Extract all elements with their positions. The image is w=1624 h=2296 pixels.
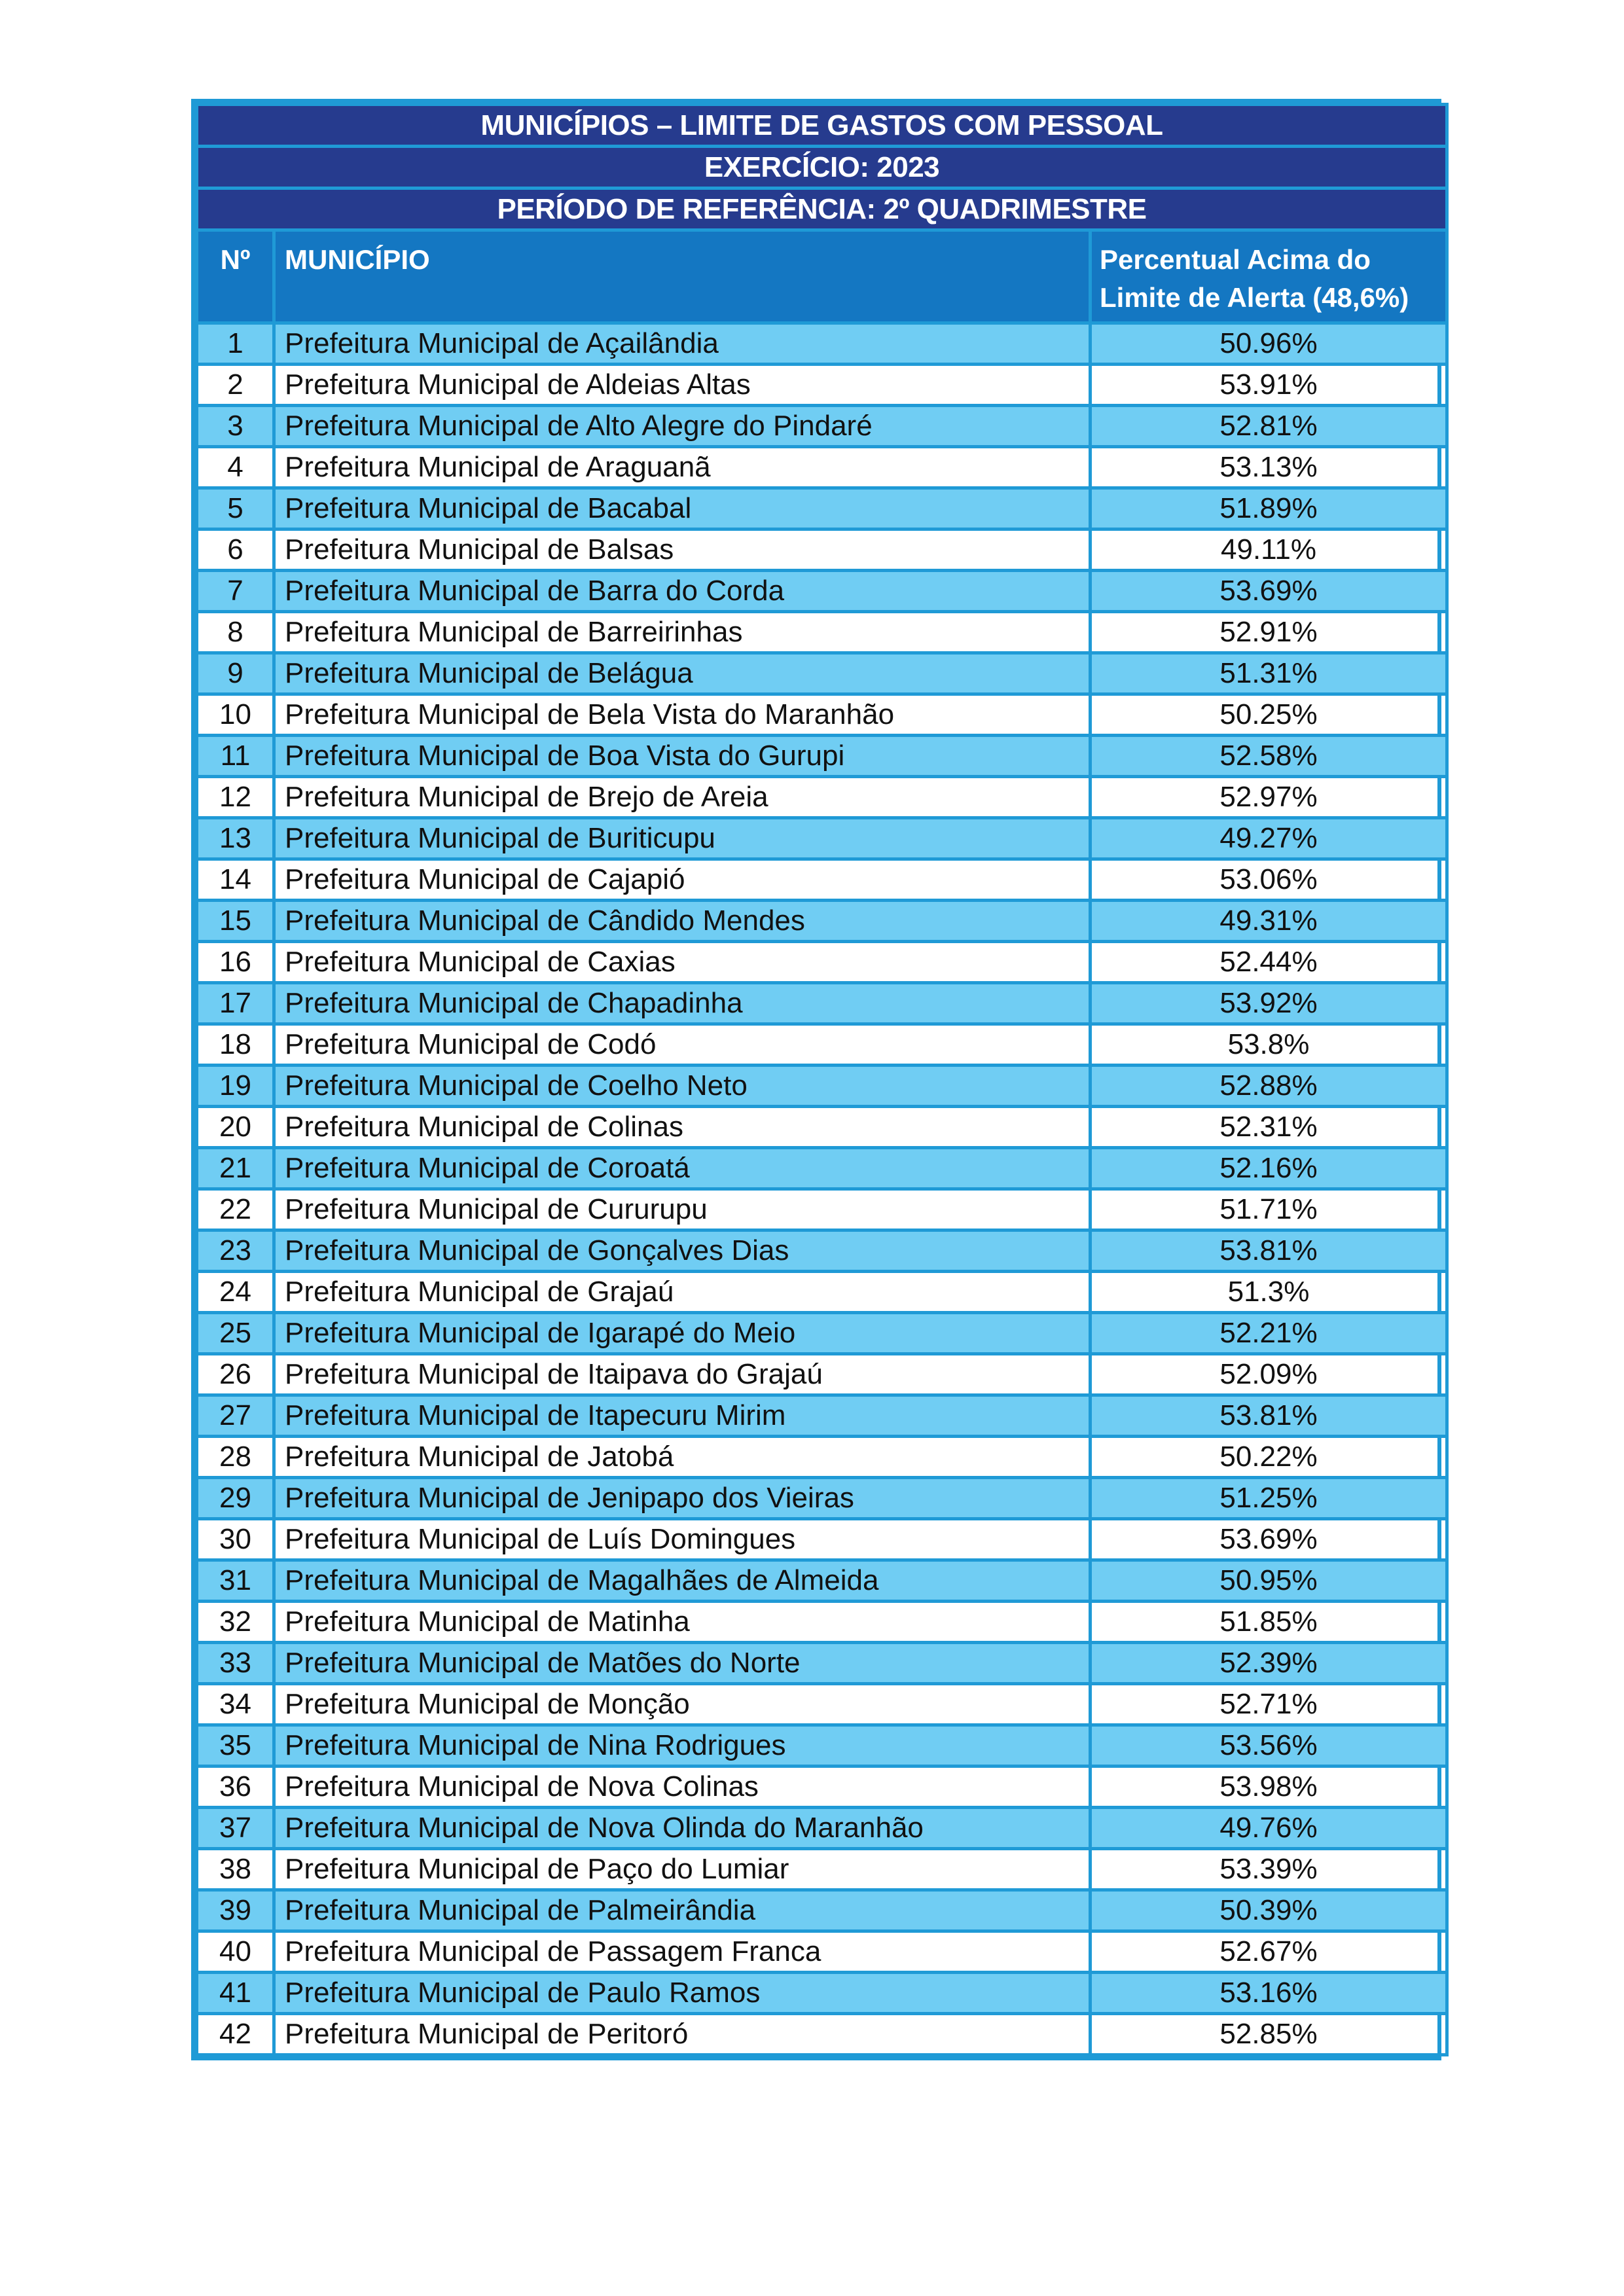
row-municipio: Prefeitura Municipal de Nova Colinas bbox=[274, 1767, 1091, 1808]
row-number: 15 bbox=[197, 901, 274, 942]
row-percentual: 53.06% bbox=[1091, 859, 1447, 901]
table-row bbox=[197, 406, 1447, 447]
column-header-percentual bbox=[1091, 230, 1447, 323]
row-municipio: Prefeitura Municipal de Jatobá bbox=[274, 1437, 1091, 1478]
row-municipio: Prefeitura Municipal de Alto Alegre do Pindaré bbox=[274, 406, 1091, 447]
row-percentual: 50.96% bbox=[1091, 323, 1447, 365]
row-percentual: 50.25% bbox=[1091, 694, 1447, 736]
table-row bbox=[197, 1767, 1447, 1808]
table-row bbox=[197, 736, 1447, 777]
row-number: 31 bbox=[197, 1560, 274, 1602]
row-municipio: Prefeitura Municipal de Itaipava do Grajaú bbox=[274, 1354, 1091, 1395]
row-percentual: 53.81% bbox=[1091, 1395, 1447, 1437]
row-number: 26 bbox=[197, 1354, 274, 1395]
row-number: 5 bbox=[197, 488, 274, 529]
row-number: 10 bbox=[197, 694, 274, 736]
municipios-table bbox=[195, 103, 1449, 2056]
table-row bbox=[197, 1148, 1447, 1189]
row-percentual: 50.39% bbox=[1091, 1890, 1447, 1931]
row-number: 42 bbox=[197, 2014, 274, 2055]
row-municipio: Prefeitura Municipal de Passagem Franca bbox=[274, 1931, 1091, 1973]
row-percentual: 52.58% bbox=[1091, 736, 1447, 777]
row-percentual: 53.8% bbox=[1091, 1024, 1447, 1066]
row-municipio: Prefeitura Municipal de Magalhães de Almeida bbox=[274, 1560, 1091, 1602]
row-percentual: 50.95% bbox=[1091, 1560, 1447, 1602]
row-municipio: Prefeitura Municipal de Buriticupu bbox=[274, 818, 1091, 859]
row-municipio: Prefeitura Municipal de Monção bbox=[274, 1684, 1091, 1725]
row-percentual: 49.31% bbox=[1091, 901, 1447, 942]
table-row bbox=[197, 901, 1447, 942]
row-number: 32 bbox=[197, 1602, 274, 1643]
row-number: 21 bbox=[197, 1148, 274, 1189]
exercicio-label: EXERCÍCIO: 2023 bbox=[197, 147, 1447, 188]
row-percentual: 51.89% bbox=[1091, 488, 1447, 529]
row-number: 37 bbox=[197, 1808, 274, 1849]
row-number: 9 bbox=[197, 653, 274, 694]
table-row bbox=[197, 1272, 1447, 1313]
row-number: 38 bbox=[197, 1849, 274, 1890]
row-municipio: Prefeitura Municipal de Açailândia bbox=[274, 323, 1091, 365]
table-row bbox=[197, 365, 1447, 406]
row-number: 12 bbox=[197, 777, 274, 818]
row-percentual: 52.97% bbox=[1091, 777, 1447, 818]
row-number: 17 bbox=[197, 983, 274, 1024]
column-header-num: Nº bbox=[197, 230, 274, 323]
row-number: 30 bbox=[197, 1519, 274, 1560]
table-row bbox=[197, 1230, 1447, 1272]
table-row bbox=[197, 777, 1447, 818]
row-municipio: Prefeitura Municipal de Paulo Ramos bbox=[274, 1973, 1091, 2014]
row-municipio: Prefeitura Municipal de Cajapió bbox=[274, 859, 1091, 901]
row-number: 33 bbox=[197, 1643, 274, 1684]
row-municipio: Prefeitura Municipal de Matinha bbox=[274, 1602, 1091, 1643]
periodo-row bbox=[197, 188, 1447, 230]
table-row bbox=[197, 1602, 1447, 1643]
row-municipio: Prefeitura Municipal de Colinas bbox=[274, 1107, 1091, 1148]
row-number: 22 bbox=[197, 1189, 274, 1230]
row-municipio: Prefeitura Municipal de Matões do Norte bbox=[274, 1643, 1091, 1684]
table-row bbox=[197, 1931, 1447, 1973]
table-row bbox=[197, 942, 1447, 983]
row-percentual: 50.22% bbox=[1091, 1437, 1447, 1478]
row-percentual: 52.88% bbox=[1091, 1066, 1447, 1107]
row-percentual: 53.13% bbox=[1091, 447, 1447, 488]
table-row bbox=[197, 612, 1447, 653]
row-percentual: 49.11% bbox=[1091, 529, 1447, 571]
table-row bbox=[197, 447, 1447, 488]
table-row bbox=[197, 818, 1447, 859]
row-municipio: Prefeitura Municipal de Boa Vista do Gurupi bbox=[274, 736, 1091, 777]
row-number: 2 bbox=[197, 365, 274, 406]
row-percentual: 52.67% bbox=[1091, 1931, 1447, 1973]
row-municipio: Prefeitura Municipal de Gonçalves Dias bbox=[274, 1230, 1091, 1272]
table-row bbox=[197, 2014, 1447, 2055]
table-row bbox=[197, 571, 1447, 612]
row-number: 4 bbox=[197, 447, 274, 488]
row-municipio: Prefeitura Municipal de Itapecuru Mirim bbox=[274, 1395, 1091, 1437]
row-municipio: Prefeitura Municipal de Barreirinhas bbox=[274, 612, 1091, 653]
row-percentual: 51.31% bbox=[1091, 653, 1447, 694]
table-row bbox=[197, 1313, 1447, 1354]
row-percentual: 52.09% bbox=[1091, 1354, 1447, 1395]
table-row bbox=[197, 1066, 1447, 1107]
row-percentual: 52.85% bbox=[1091, 2014, 1447, 2055]
row-percentual: 52.71% bbox=[1091, 1684, 1447, 1725]
periodo-label: PERÍODO DE REFERÊNCIA: 2º QUADRIMESTRE bbox=[197, 188, 1447, 230]
personnel-spending-table bbox=[191, 99, 1441, 2060]
row-municipio: Prefeitura Municipal de Cândido Mendes bbox=[274, 901, 1091, 942]
column-header-percentual-line1: Percentual Acima do bbox=[1100, 244, 1371, 275]
row-municipio: Prefeitura Municipal de Aldeias Altas bbox=[274, 365, 1091, 406]
column-header-row bbox=[197, 230, 1447, 323]
column-header-municipio: MUNICÍPIO bbox=[274, 230, 1091, 323]
row-number: 23 bbox=[197, 1230, 274, 1272]
row-municipio: Prefeitura Municipal de Barra do Corda bbox=[274, 571, 1091, 612]
row-municipio: Prefeitura Municipal de Codó bbox=[274, 1024, 1091, 1066]
row-number: 40 bbox=[197, 1931, 274, 1973]
row-number: 14 bbox=[197, 859, 274, 901]
row-municipio: Prefeitura Municipal de Belágua bbox=[274, 653, 1091, 694]
row-number: 18 bbox=[197, 1024, 274, 1066]
row-percentual: 52.31% bbox=[1091, 1107, 1447, 1148]
row-percentual: 52.81% bbox=[1091, 406, 1447, 447]
row-municipio: Prefeitura Municipal de Brejo de Areia bbox=[274, 777, 1091, 818]
row-percentual: 52.16% bbox=[1091, 1148, 1447, 1189]
row-municipio: Prefeitura Municipal de Bacabal bbox=[274, 488, 1091, 529]
row-percentual: 53.98% bbox=[1091, 1767, 1447, 1808]
table-row bbox=[197, 529, 1447, 571]
row-number: 1 bbox=[197, 323, 274, 365]
row-percentual: 53.91% bbox=[1091, 365, 1447, 406]
row-municipio: Prefeitura Municipal de Nova Olinda do Maranhão bbox=[274, 1808, 1091, 1849]
column-header-percentual-line2: Limite de Alerta (48,6%) bbox=[1100, 282, 1409, 313]
table-row bbox=[197, 1973, 1447, 2014]
table-title: MUNICÍPIOS – LIMITE DE GASTOS COM PESSOAL bbox=[197, 105, 1447, 147]
row-number: 25 bbox=[197, 1313, 274, 1354]
row-percentual: 51.85% bbox=[1091, 1602, 1447, 1643]
row-percentual: 53.81% bbox=[1091, 1230, 1447, 1272]
table-row bbox=[197, 1024, 1447, 1066]
row-number: 35 bbox=[197, 1725, 274, 1767]
table-row bbox=[197, 1107, 1447, 1148]
row-percentual: 52.21% bbox=[1091, 1313, 1447, 1354]
table-row bbox=[197, 1725, 1447, 1767]
table-row bbox=[197, 859, 1447, 901]
row-number: 7 bbox=[197, 571, 274, 612]
row-percentual: 53.39% bbox=[1091, 1849, 1447, 1890]
row-number: 6 bbox=[197, 529, 274, 571]
row-percentual: 52.44% bbox=[1091, 942, 1447, 983]
row-number: 16 bbox=[197, 942, 274, 983]
row-municipio: Prefeitura Municipal de Luís Domingues bbox=[274, 1519, 1091, 1560]
row-number: 41 bbox=[197, 1973, 274, 2014]
row-municipio: Prefeitura Municipal de Nina Rodrigues bbox=[274, 1725, 1091, 1767]
row-percentual: 52.39% bbox=[1091, 1643, 1447, 1684]
row-municipio: Prefeitura Municipal de Caxias bbox=[274, 942, 1091, 983]
row-percentual: 53.69% bbox=[1091, 571, 1447, 612]
row-number: 13 bbox=[197, 818, 274, 859]
table-row bbox=[197, 1354, 1447, 1395]
row-municipio: Prefeitura Municipal de Coelho Neto bbox=[274, 1066, 1091, 1107]
row-municipio: Prefeitura Municipal de Chapadinha bbox=[274, 983, 1091, 1024]
row-municipio: Prefeitura Municipal de Jenipapo dos Vieiras bbox=[274, 1478, 1091, 1519]
row-number: 3 bbox=[197, 406, 274, 447]
table-row bbox=[197, 694, 1447, 736]
row-percentual: 53.92% bbox=[1091, 983, 1447, 1024]
row-percentual: 53.69% bbox=[1091, 1519, 1447, 1560]
row-number: 34 bbox=[197, 1684, 274, 1725]
table-row bbox=[197, 1189, 1447, 1230]
row-percentual: 51.71% bbox=[1091, 1189, 1447, 1230]
table-row bbox=[197, 653, 1447, 694]
row-percentual: 52.91% bbox=[1091, 612, 1447, 653]
row-municipio: Prefeitura Municipal de Cururupu bbox=[274, 1189, 1091, 1230]
row-municipio: Prefeitura Municipal de Peritoró bbox=[274, 2014, 1091, 2055]
row-percentual: 51.25% bbox=[1091, 1478, 1447, 1519]
row-number: 19 bbox=[197, 1066, 274, 1107]
table-row bbox=[197, 1808, 1447, 1849]
row-municipio: Prefeitura Municipal de Grajaú bbox=[274, 1272, 1091, 1313]
row-number: 11 bbox=[197, 736, 274, 777]
table-row bbox=[197, 1395, 1447, 1437]
row-percentual: 49.27% bbox=[1091, 818, 1447, 859]
row-number: 8 bbox=[197, 612, 274, 653]
row-municipio: Prefeitura Municipal de Igarapé do Meio bbox=[274, 1313, 1091, 1354]
row-number: 29 bbox=[197, 1478, 274, 1519]
row-number: 39 bbox=[197, 1890, 274, 1931]
row-percentual: 53.56% bbox=[1091, 1725, 1447, 1767]
table-row bbox=[197, 983, 1447, 1024]
table-row bbox=[197, 488, 1447, 529]
row-percentual: 49.76% bbox=[1091, 1808, 1447, 1849]
table-row bbox=[197, 1519, 1447, 1560]
row-municipio: Prefeitura Municipal de Balsas bbox=[274, 529, 1091, 571]
row-percentual: 53.16% bbox=[1091, 1973, 1447, 2014]
row-municipio: Prefeitura Municipal de Palmeirândia bbox=[274, 1890, 1091, 1931]
title-row bbox=[197, 105, 1447, 147]
table-row bbox=[197, 323, 1447, 365]
row-municipio: Prefeitura Municipal de Bela Vista do Maranhão bbox=[274, 694, 1091, 736]
table-row bbox=[197, 1849, 1447, 1890]
table-row bbox=[197, 1643, 1447, 1684]
table-row bbox=[197, 1437, 1447, 1478]
row-number: 27 bbox=[197, 1395, 274, 1437]
row-municipio: Prefeitura Municipal de Coroatá bbox=[274, 1148, 1091, 1189]
table-row bbox=[197, 1890, 1447, 1931]
row-number: 28 bbox=[197, 1437, 274, 1478]
table-row bbox=[197, 1478, 1447, 1519]
row-number: 20 bbox=[197, 1107, 274, 1148]
row-municipio: Prefeitura Municipal de Araguanã bbox=[274, 447, 1091, 488]
table-row bbox=[197, 1560, 1447, 1602]
row-number: 36 bbox=[197, 1767, 274, 1808]
row-number: 24 bbox=[197, 1272, 274, 1313]
exercicio-row bbox=[197, 147, 1447, 188]
row-municipio: Prefeitura Municipal de Paço do Lumiar bbox=[274, 1849, 1091, 1890]
table-row bbox=[197, 1684, 1447, 1725]
row-percentual: 51.3% bbox=[1091, 1272, 1447, 1313]
